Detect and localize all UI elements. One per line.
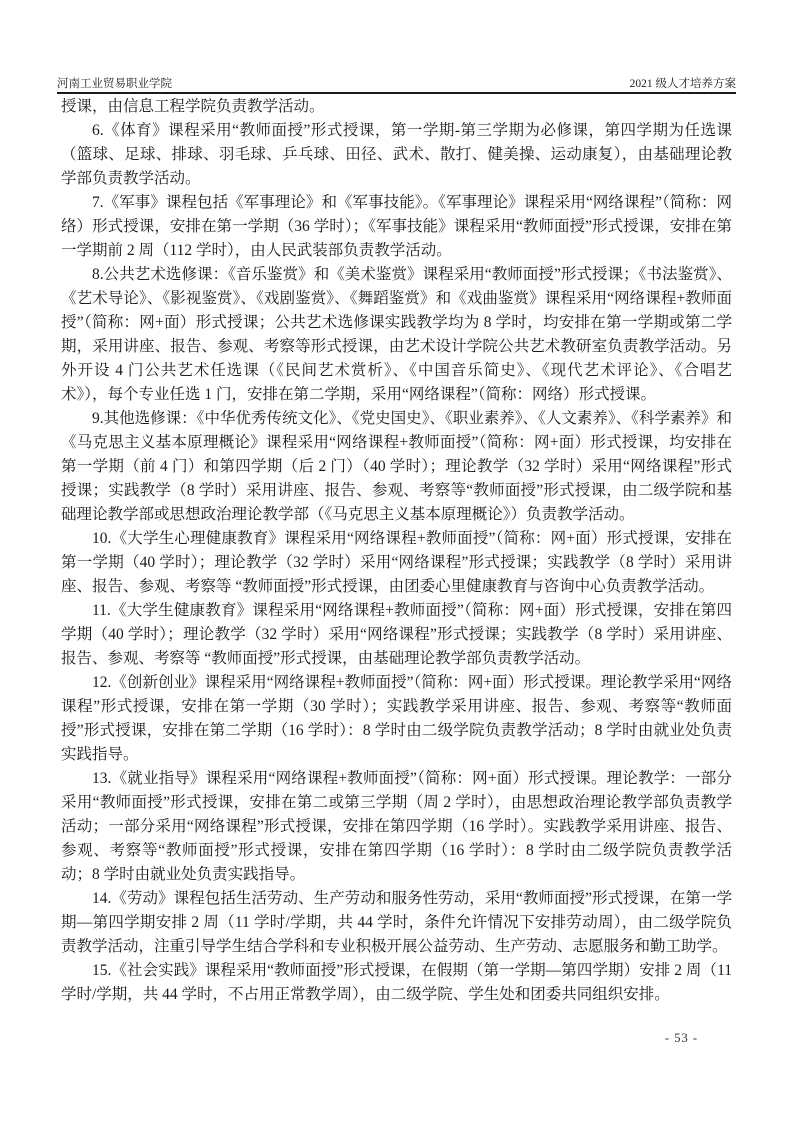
paragraph-item-15-shijian: 15.《社会实践》课程采用“教师面授”形式授课，在假期（第一学期—第四学期）安排 2 周（11 学时/学期，共 44 学时，不占用正常教学周），由二级学院、学生处和团委共同组织安排。 [61, 962, 732, 1003]
paragraph-item-10-xinli: 10.《大学生心理健康教育》课程采用“网络课程+教师面授”（简称：网+面）形式授课，安排在第一学期（40 学时）；理论教学（32 学时）采用“网络课程”形式授课；实践教学（8 学时）采用讲座、报告、参观、考察等 “教师面授”形式授课，由团委心里健康教育与咨询中心负责教学活动。 [61, 530, 732, 595]
paragraph-item-8-yishu: 8.公共艺术选修课：《音乐鉴赏》和《美术鉴赏》课程采用“教师面授”形式授课；《书法鉴赏》、《艺术导论》、《影视鉴赏》、《戏剧鉴赏》、《舞蹈鉴赏》和《戏曲鉴赏》课程采用“网络课程+教师面授”（简称：网+面）形式授课；公共艺术选修课实践教学均为 8 学时，均安排在第一学期或第二学期，采用讲座、报告、参观、考察等形式授课，由艺术设计学院公共艺术教研室负责教学活动。另外开设 4 门公共艺术任选课（《民间艺术赏析》、《中国音乐简史》、《现代艺术评论》、《合唱艺术》），每个专业任选 1 门，安排在第二学期，采用“网络课程”（简称：网络）形式授课。 [61, 266, 732, 403]
page-number: - 53 - [664, 1031, 698, 1045]
paragraph-item-12-chuangxin: 12.《创新创业》课程采用“网络课程+教师面授”（简称：网+面）形式授课。理论教学采用“网络课程”形式授课，安排在第一学期（30 学时）；实践教学采用讲座、报告、参观、考察等“教师面授”形式授课，安排在第二学期（16 学时）：8 学时由二级学院负责教学活动；8 学时由就业处负责实践指导。 [61, 674, 732, 763]
paragraph-item-14-laodong: 14.《劳动》课程包括生活劳动、生产劳动和服务性劳动，采用“教师面授”形式授课，在第一学期—第四学期安排 2 周（11 学时/学期，共 44 学时，条件允许情况下安排劳动周），由二级学院负责教学活动，注重引导学生结合学科和专业积极开展公益劳动、生产劳动、志愿服务和勤工助学。 [61, 890, 732, 955]
document-body [61, 95, 732, 1007]
paragraph-item-9-xuanxiu: 9.其他选修课：《中华优秀传统文化》、《党史国史》、《职业素养》、《人文素养》、《科学素养》和《马克思主义基本原理概论》课程采用“网络课程+教师面授”（简称：网+面）形式授课，均安排在第一学期（前 4 门）和第四学期（后 2 门）（40 学时）；理论教学（32 学时）采用“网络课程”形式授课；实践教学（8 学时）采用讲座、报告、参观、考察等“教师面授”形式授课，由二级学院和基础理论教学部或思想政治理论教学部（《马克思主义基本原理概论》）负责教学活动。 [61, 410, 732, 523]
paragraph-item-6-tiyu: 6.《体育》课程采用“教师面授”形式授课，第一学期-第三学期为必修课，第四学期为任选课（篮球、足球、排球、羽毛球、乒乓球、田径、武术、散打、健美操、运动康复），由基础理论教学部负责教学活动。 [61, 122, 732, 187]
page-header [57, 74, 736, 92]
header-rule [57, 92, 736, 94]
header-plan-title: 2021 级人才培养方案 [629, 78, 736, 90]
paragraph-continuation: 授课，由信息工程学院负责教学活动。 [61, 98, 325, 115]
paragraph-item-11-jiankang: 11.《大学生健康教育》课程采用“网络课程+教师面授”（简称：网+面）形式授课，安排在第四学期（40 学时）；理论教学（32 学时）采用“网络课程”形式授课；实践教学（8 学时）采用讲座、报告、参观、考察等 “教师面授”形式授课，由基础理论教学部负责教学活动。 [61, 602, 732, 667]
header-school-name: 河南工业贸易职业学院 [57, 78, 172, 90]
paragraph-item-13-jiuye: 13.《就业指导》课程采用“网络课程+教师面授”（简称：网+面）形式授课。理论教学：一部分采用“教师面授”形式授课，安排在第二或第三学期（周 2 学时），由思想政治理论教学部负责教学活动；一部分采用“网络课程”形式授课，安排在第四学期（16 学时）。实践教学采用讲座、报告、参观、考察等“教师面授”形式授课，安排在第四学期（16 学时）：8 学时由二级学院负责教学活动；8 学时由就业处负责实践指导。 [61, 770, 732, 883]
paragraph-item-7-junshi: 7.《军事》课程包括《军事理论》和《军事技能》。《军事理论》课程采用“网络课程”（简称：网络）形式授课，安排在第一学期（36 学时）；《军事技能》课程采用“教师面授”形式授课，安排在第一学期前 2 周（112 学时），由人民武装部负责教学活动。 [61, 194, 732, 259]
